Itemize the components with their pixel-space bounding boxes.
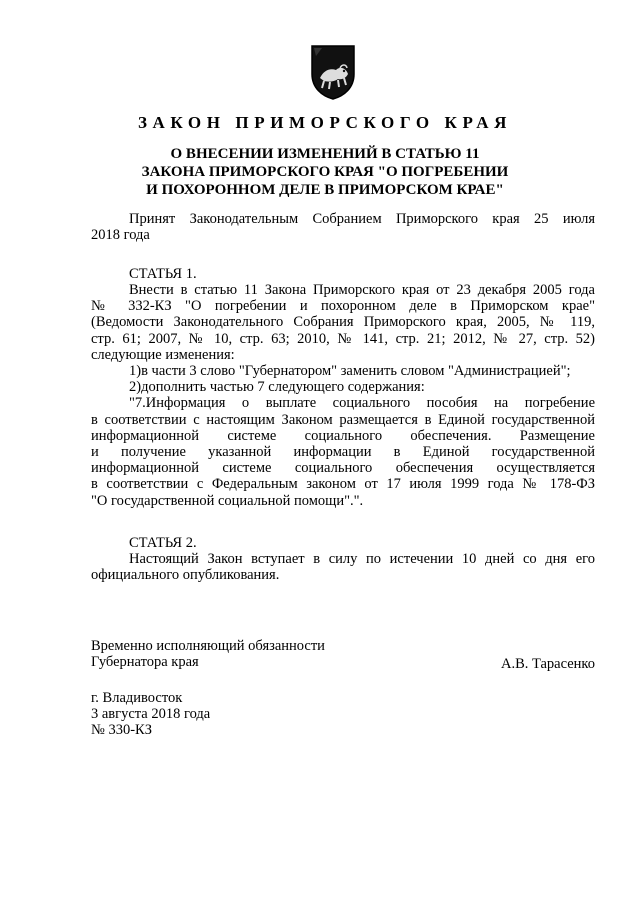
place-date-block (91, 690, 595, 739)
coat-of-arms-icon (310, 44, 356, 100)
adoption-line: Принят Законодательным Собранием Приморского края 25 июля (129, 211, 595, 227)
article-2-line: Настоящий Закон вступает в силу по истечении 10 дней со дня его (129, 551, 595, 567)
article-2-body (91, 551, 595, 583)
article-2-line: официального опубликования. (91, 567, 280, 584)
subtitle-line: И ПОХОРОННОМ ДЕЛЕ В ПРИМОРСКОМ КРАЕ" (146, 182, 504, 198)
article-1-line: Внести в статью 11 Закона Приморского края от 23 декабря 2005 года (129, 282, 595, 298)
article-1-heading: СТАТЬЯ 1. (129, 266, 197, 282)
quote-line: и получение указанной информации в Единой государственной (91, 444, 595, 461)
subtitle-line: ЗАКОНА ПРИМОРСКОГО КРАЯ "О ПОГРЕБЕНИИ (141, 164, 509, 180)
article-1-item: 1)в части 3 слово "Губернатором" заменить словом "Администрацией"; (129, 363, 571, 380)
adoption-line: 2018 года (91, 227, 150, 244)
article-1-body (91, 282, 595, 509)
article-1-line: стр. 61; 2007, № 10, стр. 63; 2010, № 141, стр. 21; 2012, № 27, стр. 52) (91, 330, 595, 347)
signature-position: Временно исполняющий обязанности (91, 638, 325, 654)
article-2-heading: СТАТЬЯ 2. (129, 535, 197, 551)
quote-line: информационной системе социального обеспечения. Размещение (91, 427, 595, 444)
article-1-line: № 332-КЗ "О погребении и похоронном деле в Приморском крае" (91, 298, 595, 315)
quote-line: "7.Информация о выплате социального пособия на погребение (129, 395, 595, 412)
subtitle-line: О ВНЕСЕНИИ ИЗМЕНЕНИЙ В СТАТЬЮ 11 (170, 146, 480, 162)
quote-line: в соответствии с Федеральным законом от 17 июля 1999 года № 178-ФЗ (91, 476, 595, 493)
quote-line: информационной системе социального обеспечения осуществляется (91, 460, 595, 477)
document-subtitle (0, 145, 640, 199)
article-1-item: 2)дополнить частью 7 следующего содержания: (129, 379, 425, 396)
quote-line: в соответствии с настоящим Законом размещается в Единой государственной (91, 411, 595, 428)
quote-line: "О государственной социальной помощи".". (91, 492, 364, 509)
signature-position: Губернатора края (91, 654, 199, 671)
law-number: № 330-КЗ (91, 722, 152, 739)
article-1-line: следующие изменения: (91, 346, 235, 363)
date: 3 августа 2018 года (91, 706, 211, 723)
signature-name: А.В. Тарасенко (500, 656, 595, 672)
article-1-line: (Ведомости Законодательного Собрания Приморского края, 2005, № 119, (91, 314, 595, 331)
adoption-note (91, 211, 595, 243)
city: г. Владивосток (91, 690, 183, 706)
document-title: ЗАКОН ПРИМОРСКОГО КРАЯ (137, 113, 513, 132)
